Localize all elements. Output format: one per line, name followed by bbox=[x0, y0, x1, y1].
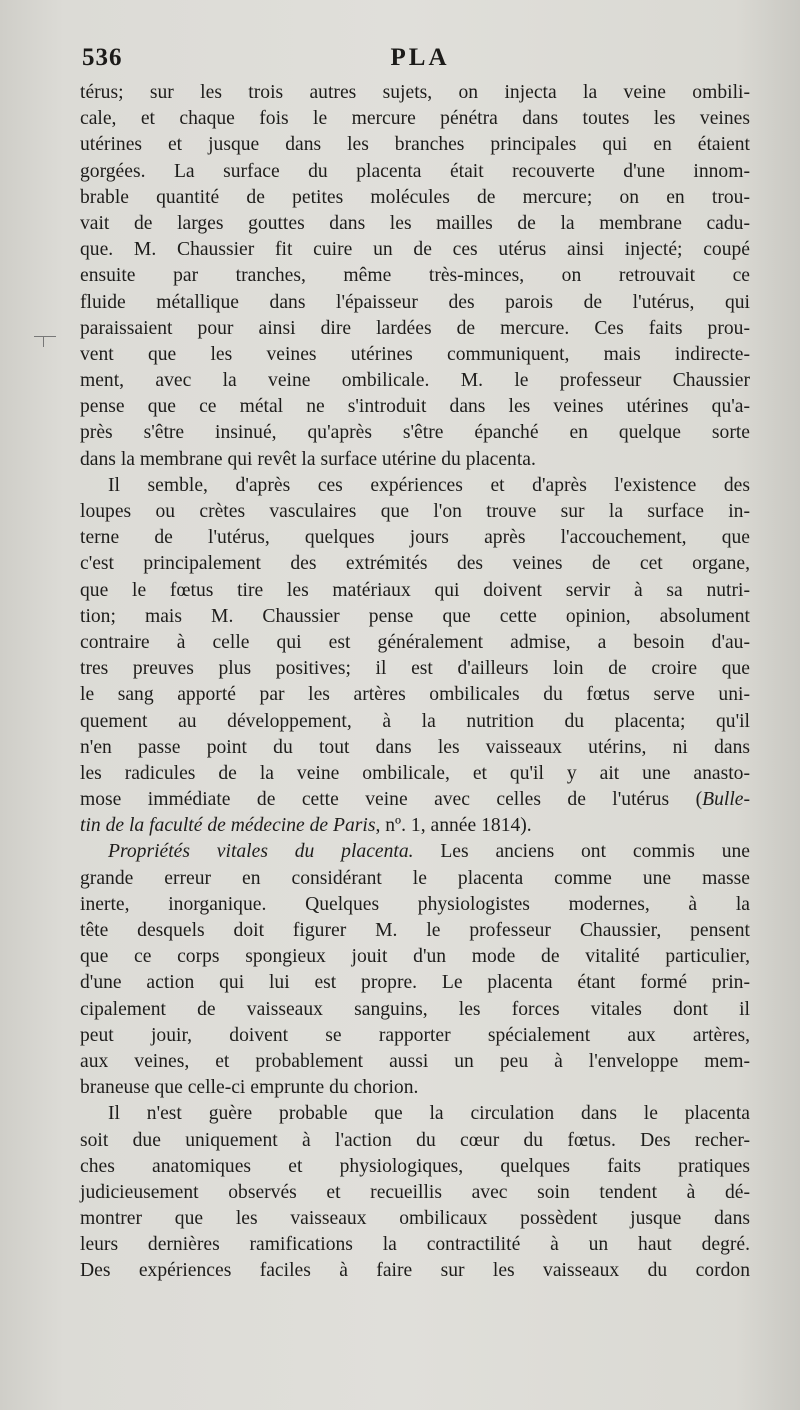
italic-text: tin de la faculté de médecine de Paris bbox=[80, 815, 376, 837]
text-line: que. M. Chaussier fit cuire un de ces utérus ainsi injecté; coupé bbox=[80, 239, 750, 261]
text-line: c'est principalement des extrémités des veines de cet organe, bbox=[80, 553, 750, 575]
text-line: vait de larges gouttes dans les mailles de la membrane cadu- bbox=[80, 212, 750, 234]
text-line: dans la membrane qui revêt la surface utérine du placenta. bbox=[80, 448, 536, 470]
text-line: quement au développement, à la nutrition du placenta; qu'il bbox=[80, 710, 750, 732]
text-line: fluide métallique dans l'épaisseur des parois de l'utérus, qui bbox=[80, 291, 750, 313]
text-line: ment, avec la veine ombilicale. M. le professeur Chaussier bbox=[80, 370, 750, 392]
text-line: le sang apporté par les artères ombilicales du fœtus serve uni- bbox=[80, 684, 750, 706]
text-line: tête desquels doit figurer M. le professeur Chaussier, pensent bbox=[80, 920, 750, 941]
text-line: Des expériences faciles à faire sur les vaisseaux du cordon bbox=[80, 1260, 750, 1282]
page-number: 536 bbox=[82, 44, 123, 71]
text-line: soit due uniquement à l'action du cœur du fœtus. Des recher- bbox=[80, 1129, 750, 1151]
margin-mark bbox=[34, 336, 56, 349]
italic-text: Bulle- bbox=[702, 789, 750, 811]
text-line: térus; sur les trois autres sujets, on injecta la veine ombili- bbox=[80, 82, 750, 103]
text-line: tres preuves plus positives; il est d'ailleurs loin de croire que bbox=[80, 658, 750, 680]
text-line: gorgées. La surface du placenta était recouverte d'une innom- bbox=[80, 160, 750, 182]
text-line: n'en passe point du tout dans les vaisseaux utérins, ni dans bbox=[80, 736, 750, 758]
body-text bbox=[80, 80, 750, 1285]
text-line: brable quantité de petites molécules de mercure; on en trou- bbox=[80, 186, 750, 208]
text-line: montrer que les vaisseaux ombilicaux possèdent jusque dans bbox=[80, 1208, 750, 1230]
text-line: ches anatomiques et physiologiques, quelques faits pratiques bbox=[80, 1155, 750, 1177]
text-line: près s'être insinué, qu'après s'être épanché en quelque sorte bbox=[80, 422, 750, 444]
text-line: tion; mais M. Chaussier pense que cette opinion, absolument bbox=[80, 605, 750, 627]
text-line: cipalement de vaisseaux sanguins, les forces vitales dont il bbox=[80, 998, 750, 1020]
text-line: aux veines, et probablement aussi un peu à l'enveloppe mem- bbox=[80, 1050, 750, 1072]
text-line: pense que ce métal ne s'introduit dans les veines utérines qu'a- bbox=[80, 396, 750, 418]
text-line: d'une action qui lui est propre. Le placenta étant formé prin- bbox=[80, 972, 750, 994]
text-line: mose immédiate de cette veine avec celles de l'utérus (Bulle- bbox=[80, 789, 750, 811]
text-line: braneuse que celle-ci emprunte du chorion. bbox=[80, 1077, 419, 1099]
text-line: inerte, inorganique. Quelques physiologistes modernes, à la bbox=[80, 893, 750, 915]
text-line: Il n'est guère probable que la circulation dans le placenta bbox=[108, 1103, 750, 1125]
text-line: terne de l'utérus, quelques jours après l'accouchement, que bbox=[80, 527, 750, 549]
page-header bbox=[80, 44, 750, 80]
text-line: Propriétés vitales du placenta. Les anciens ont commis une bbox=[108, 841, 750, 863]
text-line: judicieusement observés et recueillis avec soin tendent à dé- bbox=[80, 1181, 750, 1203]
text-line: que ce corps spongieux jouit d'un mode de vitalité particulier, bbox=[80, 946, 750, 968]
running-head: PLA bbox=[390, 44, 450, 71]
text-line: que le fœtus tire les matériaux qui doivent servir à sa nutri- bbox=[80, 579, 750, 601]
italic-text: Propriétés vitales du placenta. bbox=[108, 841, 414, 863]
text-line: utérines et jusque dans les branches principales qui en étaient bbox=[80, 134, 750, 156]
text-line: Il semble, d'après ces expériences et d'après l'existence des bbox=[108, 474, 750, 496]
text-line: contraire à celle qui est généralement admise, a besoin d'au- bbox=[80, 631, 750, 653]
text-line: vent que les veines utérines communiquent, mais indirecte- bbox=[80, 343, 750, 365]
text-line: ensuite par tranches, même très-minces, on retrouvait ce bbox=[80, 265, 750, 287]
text-line: cale, et chaque fois le mercure pénétra dans toutes les veines bbox=[80, 108, 750, 130]
text-line: grande erreur en considérant le placenta comme une masse bbox=[80, 867, 750, 889]
text-line: paraissaient pour ainsi dire lardées de mercure. Ces faits prou- bbox=[80, 317, 750, 339]
text-line: les radicules de la veine ombilicale, et qu'il y ait une anasto- bbox=[80, 762, 750, 784]
text-line: tin de la faculté de médecine de Paris, nº. 1, année 1814). bbox=[80, 815, 532, 837]
text-line: leurs dernières ramifications la contractilité à un haut degré. bbox=[80, 1234, 750, 1256]
text-line: loupes ou crètes vasculaires que l'on trouve sur la surface in- bbox=[80, 501, 750, 522]
text-line: peut jouir, doivent se rapporter spécialement aux artères, bbox=[80, 1024, 750, 1046]
